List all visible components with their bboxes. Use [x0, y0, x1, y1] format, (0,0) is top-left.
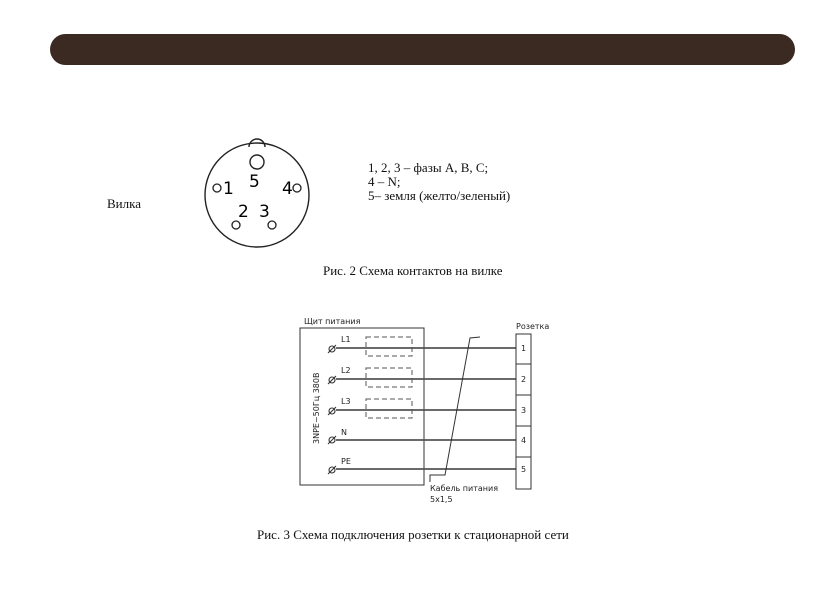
pin-2-hole [232, 221, 240, 229]
terminal-symbols [328, 345, 336, 474]
pin-4-hole [293, 184, 301, 192]
conductor-l3-label: L3 [341, 397, 351, 406]
header-bar [50, 34, 795, 65]
pin-legend [368, 161, 510, 203]
pin-1-number: 1 [223, 179, 234, 199]
pin-3-hole [268, 221, 276, 229]
plug-body-outline [205, 143, 309, 247]
breaker-l2 [366, 368, 412, 387]
legend-line-neutral: 4 – N; [368, 174, 401, 189]
socket-label: Розетка [516, 322, 550, 331]
socket-terminal-4: 4 [521, 436, 527, 445]
cable-label: Кабель питания [430, 484, 499, 493]
socket-terminal-2: 2 [521, 375, 527, 384]
conductor-l2-label: L2 [341, 366, 351, 375]
pin-1-hole [213, 184, 221, 192]
conductor-wires [336, 348, 516, 469]
legend-line-ground: 5– земля (желто/зеленый) [368, 188, 511, 203]
pin-3-number: 3 [259, 202, 270, 222]
socket-terminal-5: 5 [521, 465, 527, 474]
legend-line-phases: 1, 2, 3 – фазы A, B, C; [368, 160, 489, 175]
plug-label: Вилка [107, 196, 142, 211]
pin-4-number: 4 [282, 179, 293, 199]
figure-3-caption: Рис. 3 Схема подключения розетки к стационарной сети [257, 527, 569, 542]
wiring-diagram [290, 312, 562, 514]
socket-terminal-1: 1 [521, 344, 527, 353]
conductor-n-label: N [341, 428, 347, 437]
voltage-label: 3NPE~50Гц 380В [312, 372, 321, 444]
figure-2-caption: Рис. 2 Схема контактов на вилке [323, 263, 503, 278]
panel-label: Щит питания [304, 317, 361, 326]
breaker-l1 [366, 337, 412, 356]
plug-pin-diagram [192, 135, 324, 250]
conductor-pe-label: PE [341, 457, 351, 466]
socket-terminal-3: 3 [521, 406, 527, 415]
breaker-l3 [366, 399, 412, 418]
conductor-l1-label: L1 [341, 335, 351, 344]
pin-2-number: 2 [238, 202, 249, 222]
cable-spec: 5x1,5 [430, 495, 453, 504]
pin-5-hole [250, 155, 264, 169]
pin-5-number: 5 [249, 172, 260, 192]
